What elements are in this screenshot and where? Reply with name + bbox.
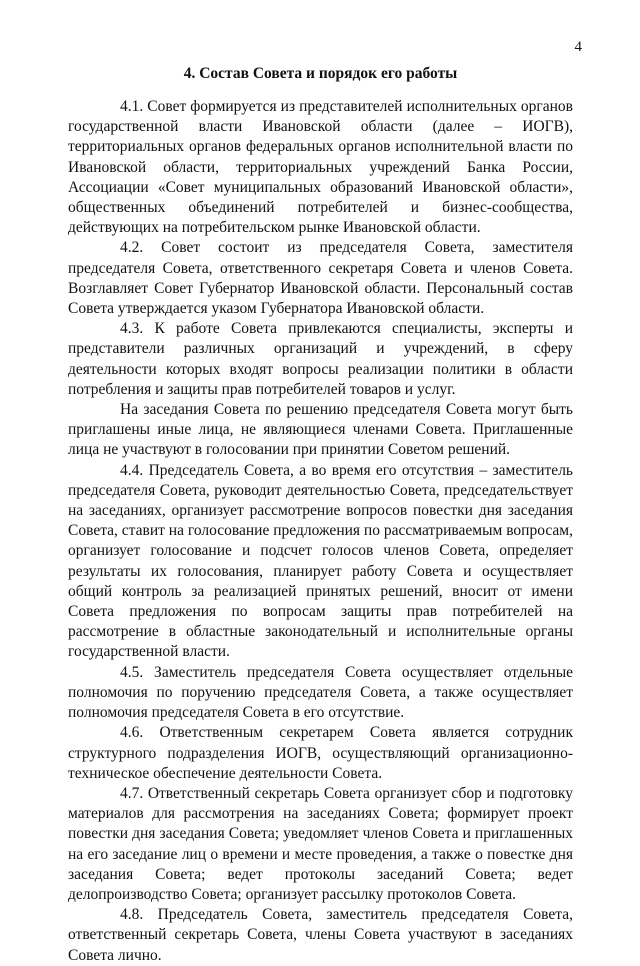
paragraph-4-3: 4.3. К работе Совета привлекаются специалисты, эксперты и представители различных организаций и учреждений, в сферу деятельности которых входят вопросы реализации политики в области потребления и защиты прав потребителей товаров и услуг. (68, 320, 573, 398)
section-title: 4. Состав Совета и порядок его работы (183, 65, 458, 82)
paragraph-4-7: 4.7. Ответственный секретарь Совета организует сбор и подготовку материалов для рассмотрения на заседаниях Совета; формирует проект повестки дня заседания Совета; уведомляет членов Совета и приглашенных на его заседание лиц о времени и месте проведения, а также о повестке дня заседания Совета; ведет протоколы заседаний Совета; ведет делопроизводство Совета; организует рассылку протоколов Совета. (68, 784, 573, 903)
paragraph-4-6: 4.6. Ответственным секретарем Совета является сотрудник структурного подразделения ИОГВ, осуществляющий организационно-техническое обеспечение деятельности Совета. (68, 724, 573, 782)
paragraph-invited-persons: На заседания Совета по решению председателя Совета могут быть приглашены иные лица, не являющиеся членами Совета. Приглашенные лица не участвуют в голосовании при принятии Советом решений. (68, 401, 573, 459)
page-number: 4 (574, 39, 582, 55)
paragraph-4-1: 4.1. Совет формируется из представителей исполнительных органов государственной власти Ивановской области (далее – ИОГВ), территориальных органов федеральных органов исполнительной власти по Ивановской области, территориальных учреждений Банка России, Ассоциации «Совет муниципальных образований Ивановской области», общественных объединений потребителей и бизнес-сообщества, действующих на потребительском рынке Ивановской области. (68, 98, 573, 237)
paragraph-4-4: 4.4. Председатель Совета, а во время его отсутствия – заместитель председателя Совета, руководит деятельностью Совета, председательствует на заседаниях, организует рассмотрение вопросов повестки дня заседания Совета, ставит на голосование предложения по рассматриваемым вопросам, организует голосование и подсчет голосов членов Совета, определяет результаты их голосования, планирует работу Совета и осуществляет общий контроль за реализацией принятых решений, вносит от имени Совета предложения по вопросам защиты прав потребителей на рассмотрение в областные законодательный и исполнительные органы государственной власти. (68, 461, 573, 661)
paragraph-4-5: 4.5. Заместитель председателя Совета осуществляет отдельные полномочия по поручению председателя Совета, а также осуществляет полномочия председателя Совета в его отсутствие. (68, 663, 573, 722)
paragraph-4-2: 4.2. Совет состоит из председателя Совета, заместителя председателя Совета, ответственного секретаря Совета и членов Совета. Возглавляет Совет Губернатор Ивановской области. Персональный состав Совета утверждается указом Губернатора Ивановской области. (68, 239, 573, 318)
document-body (68, 97, 573, 966)
paragraph-4-8: 4.8. Председатель Совета, заместитель председателя Совета, ответственный секретарь Совета, члены Совета участвуют в заседаниях Совета лично. (68, 906, 573, 964)
